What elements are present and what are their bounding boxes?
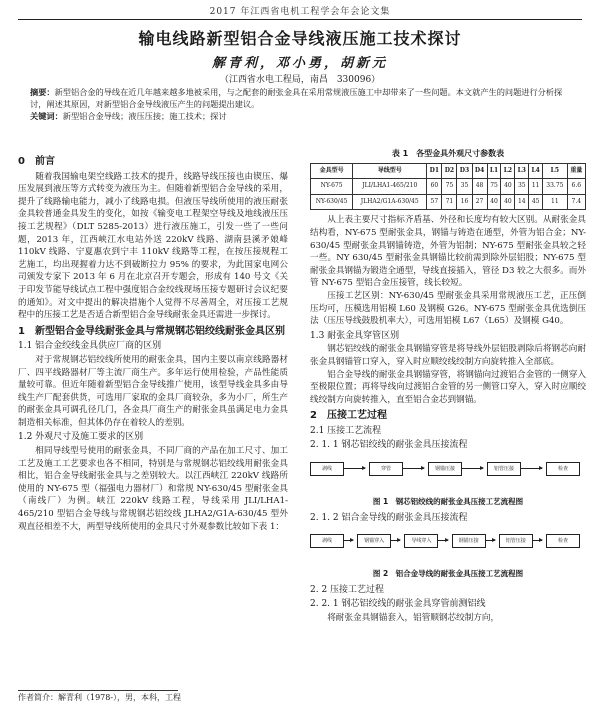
table-header-cell: L3 (515, 163, 529, 179)
table-cell: 11 (529, 179, 543, 195)
flow-step-box: 钢锚穿入 (357, 534, 391, 548)
crimping-difference-paragraph: 压接工艺区别：NY-630/45 型耐张金具采用常规液压工艺，正压倒压均可，压模选用铝模 L60 及钢模 G26。NY-675 型耐张金具优选倒压法（压压导线鼓股机率大），可选用铝模 L67（L65）及钢模 G40。 (310, 290, 586, 327)
flow-step-box: 导线穿入 (404, 534, 438, 548)
table-header-cell: L5 (543, 163, 568, 179)
table-cell: 14 (515, 194, 529, 210)
table-1-title: 表 1 各型金具外观尺寸参数表 (391, 149, 505, 158)
figure-1-caption: 图 1 钢芯铝绞线的耐张金具压接工艺流程图 (372, 497, 524, 507)
abstract-block (30, 86, 570, 122)
section-1-2-heading: 1.2 外观尺寸及施工要求的区别 (18, 432, 144, 443)
paper-title: 输电线路新型铝合金导线液压施工技术探讨 (138, 29, 462, 48)
table-cell: 40 (501, 194, 515, 210)
table-cell: 27 (472, 194, 487, 210)
running-head: 2017 年江西省电机工程学会年会论文集 (209, 7, 391, 17)
section-2-heading: 2 压接工艺过程 (310, 410, 387, 422)
section-1-1-paragraph: 对于常规钢芯铝绞线所使用的耐张金具，国内主要以南京线路器材厂、四平线路器材厂等主流厂商生产。多年运行使用检验，产品性能质量较可靠。但近年随着新型铝合金导线推广使用，该型导线金具多由导线生产厂配套供货，可选用厂家取的金具厂商较杂，多为小厂，所生产的耐张金具可调孔径几门，各金具厂商生产的耐张金具虽满足电力金具制造相关标准，但其体仍存在着较人的差别。 (18, 354, 288, 428)
flow-step-box: 剥线 (310, 462, 344, 476)
flow-step-box: 剥线 (310, 534, 344, 548)
table-cell: JLI/LHA1-465/210 (353, 179, 427, 195)
table-cell: 57 (427, 194, 442, 210)
flow-step-box: 检查 (546, 534, 580, 548)
flow-step-box: 铝管压接 (499, 534, 533, 548)
paper-authors: 解青利，邓小勇，胡新元 (211, 56, 388, 71)
right-column (310, 148, 586, 625)
flow-arrow (344, 540, 353, 541)
author-footnote: 作者简介：解青利（1978-），男，本科，工程 (18, 693, 182, 702)
header-rule (18, 19, 582, 20)
table-cell: 60 (427, 179, 442, 195)
abstract (30, 86, 570, 110)
section-1-3-paragraph-1: 钢芯铝绞线的耐张金具钢锚穿管是将导线外层铝股剥除后将钢芯向耐张金具钢锚管口穿入，穿入时应顺绞线绞制方向旋转推入全部底。 (310, 344, 586, 367)
section-2-2-1-heading: 2. 2. 1 钢芯铝绞线的耐张金具穿管前测铝线 (310, 599, 486, 610)
table-row (311, 179, 586, 195)
table-cell: 45 (529, 194, 543, 210)
table-cell: JLHA2/G1A-630/45 (353, 194, 427, 210)
table-cell: 16 (457, 194, 472, 210)
footnote-rule (18, 690, 178, 691)
table-cell: NY-675 (311, 179, 353, 195)
abstract-text: 新型铝合金的导线在近几年越来越多地被采用，与之配套的耐张金具在采用常规液压施工中却带来了一些问题。本文就产生的问题进行分析探讨，阐述其原因，对新型铝合金导线液压产生的问题提出建议。 (30, 87, 563, 109)
spec-table-body (311, 179, 586, 210)
section-1-2-paragraph: 相同导线型号使用的耐张金具，不同厂商的产品在加工尺寸、加工工艺及施工工艺要求也各不相同，特别是与常规钢芯铝绞线用耐张金具相比，铝合金导线耐张金具与之差别较大。以江西峡江 220kV 线路所使用的 NY-675 型（福强电力器材厂）和常规 NY-630/45 型耐张金具（南线厂）为例。峡江 220kV 线路工程，导线采用 JLI/LHA1-465/210 型铝合金导线与常规钢芯铝绞线 JLHA2/G1A-630/45 型外观直径相差不大，两型导线所使用的金具尺寸外观参数比较如下表 1： (18, 446, 288, 532)
table-cell: 40 (501, 179, 515, 195)
flow-arrow (521, 468, 542, 469)
keywords-text: 新型铝合金导线；液压压接；施工技术；探讨 (62, 111, 227, 121)
table-cell: 75 (442, 179, 457, 195)
table-header-cell: 金具型号 (311, 163, 353, 179)
table-cell: 40 (487, 194, 501, 210)
flow-arrow (533, 540, 542, 541)
table-cell: 11 (543, 194, 568, 210)
section-2-1-2-heading: 2. 1. 2 铝合金导线的耐张金具压接流程 (310, 512, 468, 523)
section-0-heading: 0 前言 (18, 156, 55, 167)
spec-table (310, 163, 586, 211)
flow-step-box: 铝管压接 (487, 462, 521, 476)
table-cell: 7.4 (567, 194, 585, 210)
abstract-label: 摘要： (30, 87, 55, 97)
table-cell: 6.6 (567, 179, 585, 195)
section-2-2-heading: 2. 2 压接工艺过程 (310, 584, 385, 595)
section-2-1-heading: 2.1 压接工艺流程 (310, 425, 382, 436)
flow-arrow (438, 540, 447, 541)
section-2-1-1-heading: 2. 1. 1 钢芯铝绞线的耐张金具压接流程 (310, 440, 468, 451)
section-1-3-paragraph-2: 铝合金导线的耐张金具钢锚穿管，将钢锚向过渡铝合金管的一侧穿入至极限位置；再将导线向过渡铝合金管的另一侧管口穿入，穿入时应顺绞线绞制方向旋转推入，直至铝合金芯到钢锚。 (310, 369, 586, 405)
section-0-paragraph: 随着我国输电架空线路工技术的提升，线路导线压接也由锲压、爆压发展到液压等方式转变为液压为主。但随着新型铝合金导线的采用，提升了线路输电能力，减小了线路电损。但液压导线所使用的液压耐张金具较普通金具发生的变化，如按《输变电工程架空导线及地线液压压接工艺规程》（DLT 5285-2013）进行液压施工，引发一些了一些问题，2013 年，江西峡江水电站外送 220kV 线路、湖南县溪矛娘峰 110kV 线路、宁夏惠农到宁丰 110kV 线路等工程，在按压接规程工艺施工，均出现握着力达不到破断拉力 95% 的要求，为此国家电网公司颁发专家下 2013 年 6 月在北京召开专题会，形成有 140 号文《关于印发节能导线试点工程中强度铝合金绞线现场压接专题研讨会议纪要的通知》。对文中提出的解决措施个人觉得不尽善周全，对压接工艺规程中的压接工艺是否适合新型铝合金导线耐张金具还需进一步探讨。 (18, 171, 288, 321)
flow-step-box: 钢锚压接 (428, 462, 462, 476)
section-1-1-heading: 1.1 铝合金绞线金具供应厂商的区别 (18, 341, 162, 352)
table-header-cell: L1 (487, 163, 501, 179)
keywords (30, 110, 570, 122)
table-cell: 48 (472, 179, 487, 195)
figure-2-caption: 图 2 铝合金导线的耐张金具压接工艺流程图 (372, 569, 524, 579)
spec-table-header (311, 163, 586, 179)
table-cell: NY-630/45 (311, 194, 353, 210)
table-header-cell: D1 (427, 163, 442, 179)
left-column (18, 152, 288, 533)
table-header-cell: D3 (457, 163, 472, 179)
table-header-cell: L4 (529, 163, 543, 179)
table-header-cell: 重量 (567, 163, 585, 179)
flow-step-box: 钢锚压接 (452, 534, 486, 548)
table-cell: 71 (442, 194, 457, 210)
flow-arrow (391, 540, 400, 541)
flow-arrow (462, 468, 483, 469)
table-cell: 75 (487, 179, 501, 195)
table-header-cell: 导线型号 (353, 163, 427, 179)
table-discussion-paragraph: 从上表主要尺寸指标齐盾基、外径和长度均有较大区别。从耐张金具结构看，NY-675 型耐张金具，钢锚与铸造在通型，外管为铝合金；NY-630/45 型耐张金具钢锚铸造，外管为铝制；NY-675 型耐张金具较之轻一些。NY 630/45 型耐张金具钢锚比较前需到除外层铝股；NY-675 型耐张金具钢锚为锻造全通型，导线直接插入，管径 D3 较之大很多。而外管 NY-675 型铝合金压接管，线长较短。 (310, 215, 586, 289)
table-cell: 33.75 (543, 179, 568, 195)
table-header-cell: D2 (442, 163, 457, 179)
flow-step-box: 穿管 (369, 462, 403, 476)
flow-step-box: 检查 (546, 462, 580, 476)
flowchart-2 (310, 526, 586, 566)
keywords-label: 关键词： (30, 111, 63, 121)
paper-affiliation: （江西省水电工程局，南昌 330096） (219, 75, 381, 85)
table-header-cell: L2 (501, 163, 515, 179)
section-1-heading: 1 新型铝合金导线耐张金具与常规钢芯铝绞线耐张金具区别 (18, 325, 285, 337)
section-1-3-heading: 1.3 耐张金具穿管区别 (310, 330, 400, 341)
table-row (311, 194, 586, 210)
table-header-cell: D4 (472, 163, 487, 179)
flow-arrow (403, 468, 424, 469)
flow-arrow (344, 468, 365, 469)
flow-arrow (486, 540, 495, 541)
table-cell: 35 (515, 179, 529, 195)
table-cell: 35 (457, 179, 472, 195)
section-2-2-1-paragraph: 将耐张金具钢锚套入，铝管顺钢芯绞制方向， (327, 613, 500, 624)
flowchart-1 (310, 454, 586, 494)
